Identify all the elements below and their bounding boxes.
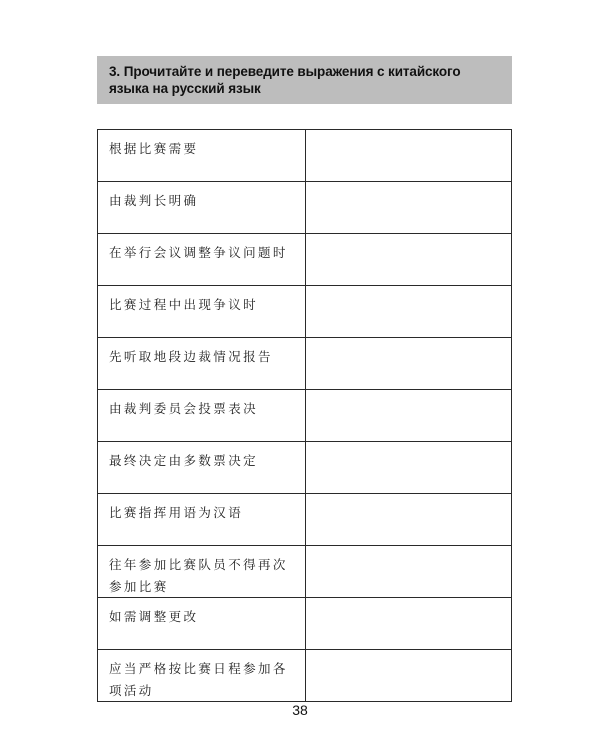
chinese-phrase: 往年参加比赛队员不得再次参加比赛 xyxy=(98,546,306,597)
translation-cell[interactable] xyxy=(306,234,512,285)
table-row xyxy=(98,650,512,702)
translation-cell[interactable] xyxy=(306,494,512,545)
exercise-header xyxy=(97,56,512,104)
table-row xyxy=(98,338,512,390)
translation-cell[interactable] xyxy=(306,286,512,337)
exercise-title: 3. Прочитайте и переведите выражения с китайского языка на русский язык xyxy=(109,64,461,96)
table-row xyxy=(98,494,512,546)
table-row xyxy=(98,182,512,234)
chinese-phrase: 由裁判长明确 xyxy=(98,182,306,233)
chinese-phrase: 应当严格按比赛日程参加各项活动 xyxy=(98,650,306,701)
translation-cell[interactable] xyxy=(306,442,512,493)
chinese-phrase: 在举行会议调整争议问题时 xyxy=(98,234,306,285)
translation-cell[interactable] xyxy=(306,338,512,389)
table-row xyxy=(98,234,512,286)
table-row xyxy=(98,442,512,494)
translation-cell[interactable] xyxy=(306,650,512,701)
translation-cell[interactable] xyxy=(306,390,512,441)
table-row xyxy=(98,390,512,442)
table-row xyxy=(98,546,512,598)
chinese-phrase: 根据比赛需要 xyxy=(98,130,306,181)
chinese-phrase: 最终决定由多数票决定 xyxy=(98,442,306,493)
chinese-phrase: 比赛过程中出现争议时 xyxy=(98,286,306,337)
translation-cell[interactable] xyxy=(306,130,512,181)
table-row xyxy=(98,286,512,338)
chinese-phrase: 如需调整更改 xyxy=(98,598,306,649)
translation-cell[interactable] xyxy=(306,546,512,597)
chinese-phrase: 比赛指挥用语为汉语 xyxy=(98,494,306,545)
translation-table xyxy=(97,129,512,702)
table-row xyxy=(98,598,512,650)
table-row xyxy=(98,130,512,182)
translation-cell[interactable] xyxy=(306,182,512,233)
page-number: 38 xyxy=(292,702,308,718)
chinese-phrase: 先听取地段边裁情况报告 xyxy=(98,338,306,389)
chinese-phrase: 由裁判委员会投票表决 xyxy=(98,390,306,441)
translation-cell[interactable] xyxy=(306,598,512,649)
